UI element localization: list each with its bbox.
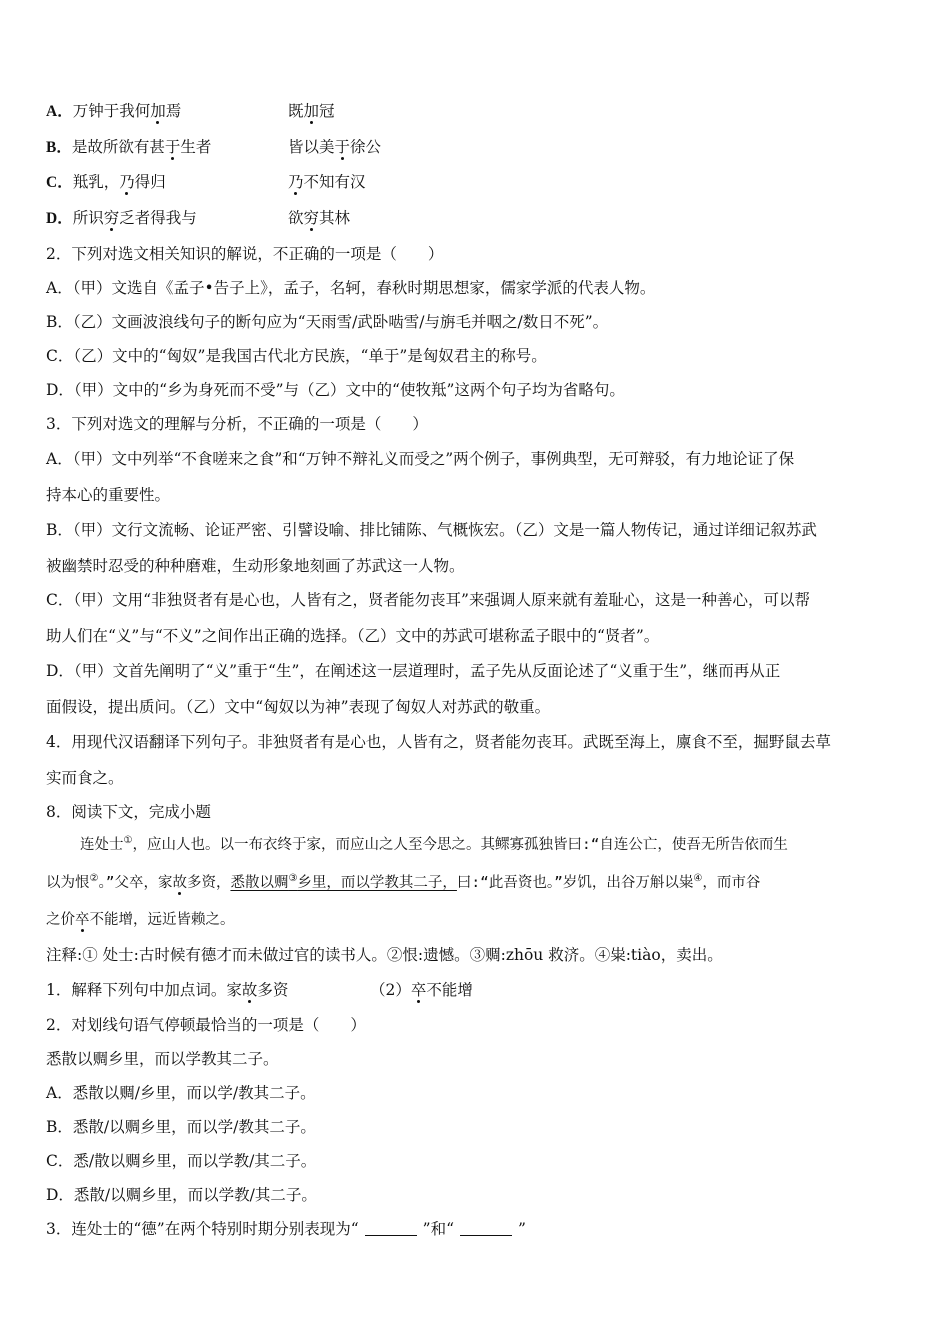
dotted-char: 故 <box>172 875 187 891</box>
dotted-char: 于 <box>334 138 351 156</box>
q2-option-b: B．（乙）文画波浪线句子的断句应为“天雨雪/武卧啮雪/与旃毛并咽之/数日不死”。 <box>46 313 609 331</box>
q4-line: 4．用现代汉语翻译下列句子。非独贤者有是心也，人皆有之，贤者能勿丧耳。武既至海上，廪食不至，掘野鼠去草 <box>46 733 831 751</box>
dotted-char: 卒 <box>410 981 427 999</box>
passage-line-3: 之价卒不能增，远近皆赖之。 <box>46 912 235 928</box>
q1-option-c: C．羝乳，乃得归 乃不知有汉 <box>46 173 366 191</box>
q1-option-b: B．是故所欲有甚于生者 皆以美于徐公 <box>46 138 382 156</box>
dotted-char: 加 <box>303 102 320 120</box>
q3-line: D．（甲）文首先阐明了“义”重于“生”，在阐述这一层道理时，孟子先从反面论述了“义重于生”，继而再从正 <box>46 662 781 680</box>
q8-sub2-option-b: B．悉散/以赒乡里，而以学/教其二子。 <box>46 1118 316 1136</box>
annotation-note: 注释:① 处士:古时候有德才而未做过官的读书人。②恨:遗憾。③赒:zhōu 救济。④粜:tiào，卖出。 <box>46 946 723 964</box>
q8-sub2-stem: 2．对划线句语气停顿最恰当的一项是（ ） <box>46 1016 366 1034</box>
answer-blank[interactable] <box>365 1221 417 1236</box>
dotted-char: 乃 <box>288 173 304 191</box>
passage-line-2: 以为恨②。”父卒，家故多资，悉散以赒③乡里，而以学教其二子，曰:“此吾资也。”岁饥，出谷万斛以粜④，而市谷 <box>46 873 761 891</box>
q3-line: A．（甲）文中列举“不食嗟来之食”和“万钟不辩礼义而受之”两个例子，事例典型，无可辩驳，有力地论证了保 <box>46 450 795 468</box>
q2-stem: 2．下列对选文相关知识的解说，不正确的一项是（ ） <box>46 245 444 263</box>
underlined-sentence: 悉散以赒③乡里，而以学教其二子， <box>230 873 457 891</box>
q3-line: 助人们在“义”与“不义”之间作出正确的选择。（乙）文中的苏武可堪称孟子眼中的“贤者”。 <box>46 627 660 645</box>
q8-sub2-option-d: D．悉散/以赒乡里，而以学教/其二子。 <box>46 1186 317 1204</box>
dotted-char: 穷 <box>303 209 320 227</box>
q8-sub3: 3．连处士的“德”在两个特别时期分别表现为“ ”和“ ” <box>46 1220 526 1238</box>
q3-line: 被幽禁时忍受的种种磨难，生动形象地刻画了苏武这一人物。 <box>46 557 465 575</box>
q8-sub1: 1．解释下列句中加点词。家故多资 （2）卒不能增 <box>46 981 473 999</box>
dotted-char: 乃 <box>119 173 135 191</box>
q8-sub2-sentence: 悉散以赒乡里，而以学教其二子。 <box>46 1050 279 1068</box>
dotted-char: 于 <box>164 138 181 156</box>
q8-heading: 8．阅读下文，完成小题 <box>46 803 211 821</box>
q4-line: 实而食之。 <box>46 769 124 787</box>
q3-line: B．（甲）文行文流畅、论证严密、引譬设喻、排比铺陈、气概恢宏。（乙）文是一篇人物传记，通过详细记叙苏武 <box>46 521 817 539</box>
q2-option-c: C．（乙）文中的“匈奴”是我国古代北方民族，“单于”是匈奴君主的称号。 <box>46 347 547 365</box>
dotted-char: 卒 <box>75 912 90 928</box>
q3-stem: 3．下列对选文的理解与分析，不正确的一项是（ ） <box>46 415 428 433</box>
q1-option-a: A．万钟于我何加焉 既加冠 <box>46 102 335 120</box>
q2-option-d: D．（甲）文中的“乡为身死而不受”与（乙）文中的“使牧羝”这两个句子均为省略句。 <box>46 381 625 399</box>
q3-line: 面假设，提出质问。（乙）文中“匈奴以为神”表现了匈奴人对苏武的敬重。 <box>46 698 551 716</box>
answer-blank[interactable] <box>460 1221 512 1236</box>
q8-sub2-option-c: C．悉/散以赒乡里，而以学教/其二子。 <box>46 1152 317 1170</box>
dotted-char: 加 <box>150 102 166 120</box>
dotted-char: 穷 <box>103 209 120 227</box>
q1-option-d: D．所识穷乏者得我与 欲穷其林 <box>46 209 351 227</box>
q3-line: C．（甲）文用“非独贤者有是心也，人皆有之，贤者能勿丧耳”来强调人原来就有羞耻心，这是一种善心，可以帮 <box>46 591 810 609</box>
q8-sub2-option-a: A．悉散以赒/乡里，而以学/教其二子。 <box>46 1084 316 1102</box>
passage-line-1: 连处士①，应山人也。以一布衣终于家，而应山之人至今思之。其鳏寡孤独皆曰:“自连公亡，使吾无所告依而生 <box>80 835 788 853</box>
q2-option-a: A．（甲）文选自《孟子•告子上》，孟子，名轲，春秋时期思想家，儒家学派的代表人物。 <box>46 279 656 297</box>
dotted-char: 故 <box>241 981 258 999</box>
q3-line: 持本心的重要性。 <box>46 486 171 504</box>
